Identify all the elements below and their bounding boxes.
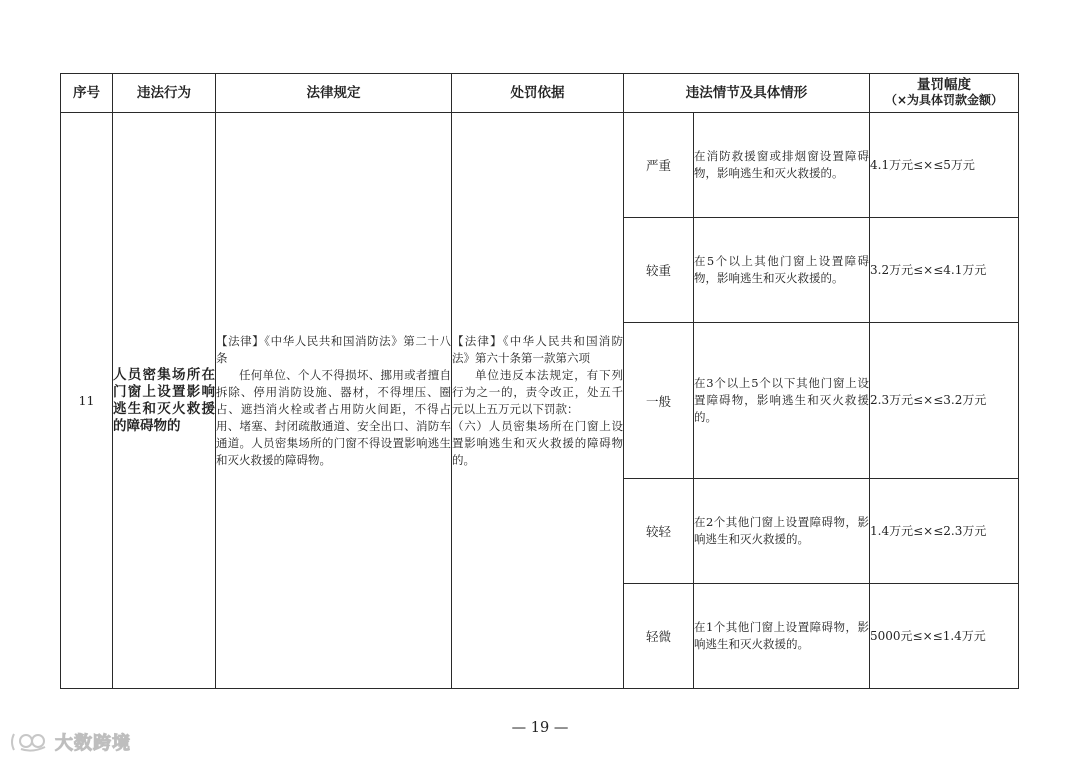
header-seq: 序号	[61, 74, 113, 113]
level-range: 4.1万元≤×≤5万元	[870, 113, 1019, 218]
watermark-logo-icon	[9, 730, 51, 754]
basis-item: （六）人员密集场所在门窗上设置影响逃生和灭火救援的障碍物的。	[452, 418, 623, 467]
level-detail: 在5个以上其他门窗上设置障碍物，影响逃生和灭火救援的。	[694, 218, 870, 323]
penalty-table	[60, 73, 1019, 689]
level-detail: 在2个其他门窗上设置障碍物，影响逃生和灭火救援的。	[694, 479, 870, 584]
basis-body: 单位违反本法规定，有下列行为之一的，责令改正，处五千元以上五万元以下罚款：	[452, 367, 623, 416]
level-label: 严重	[624, 113, 694, 218]
header-behavior: 违法行为	[113, 74, 216, 113]
law-body: 任何单位、个人不得损坏、挪用或者擅自拆除、停用消防设施、器材，不得埋压、圈占、遮挡消火栓或者占用防火间距，不得占用、堵塞、封闭疏散通道、安全出口、消防车通道。人员密集场所的门窗不得设置影响逃生和灭火救援的障碍物。	[216, 367, 451, 467]
page-number: — 19 —	[511, 720, 569, 736]
header-basis: 处罚依据	[452, 74, 624, 113]
row-behavior: 人员密集场所在门窗上设置影响逃生和灭火救援的障碍物的	[113, 113, 216, 689]
row-seq: 11	[61, 113, 113, 689]
level-label: 较轻	[624, 479, 694, 584]
watermark-text: 大数跨境	[55, 733, 131, 754]
header-circumstances: 违法情节及具体情形	[624, 74, 870, 113]
level-detail: 在3个以上5个以下其他门窗上设置障碍物，影响逃生和灭火救援的。	[694, 323, 870, 479]
watermark	[9, 729, 131, 755]
law-heading: 【法律】《中华人民共和国消防法》第二十八条	[216, 333, 451, 365]
level-range: 5000元≤×≤1.4万元	[870, 584, 1019, 689]
level-detail: 在消防救援窗或排烟窗设置障碍物，影响逃生和灭火救援的。	[694, 113, 870, 218]
level-label: 一般	[624, 323, 694, 479]
law-cell	[216, 113, 452, 689]
basis-cell	[452, 113, 624, 689]
level-range: 3.2万元≤×≤4.1万元	[870, 218, 1019, 323]
table-header-row	[61, 74, 1019, 113]
level-detail: 在1个其他门窗上设置障碍物，影响逃生和灭火救援的。	[694, 584, 870, 689]
level-label: 轻微	[624, 584, 694, 689]
basis-heading: 【法律】《中华人民共和国消防法》第六十条第一款第六项	[452, 333, 623, 365]
level-range: 1.4万元≤×≤2.3万元	[870, 479, 1019, 584]
header-range-title: 量罚幅度	[917, 77, 971, 93]
level-range: 2.3万元≤×≤3.2万元	[870, 323, 1019, 479]
header-range-subtitle: （×为具体罚款金额）	[884, 93, 1004, 107]
level-label: 较重	[624, 218, 694, 323]
header-law: 法律规定	[216, 74, 452, 113]
header-range	[870, 74, 1019, 113]
table-row	[61, 113, 1019, 218]
